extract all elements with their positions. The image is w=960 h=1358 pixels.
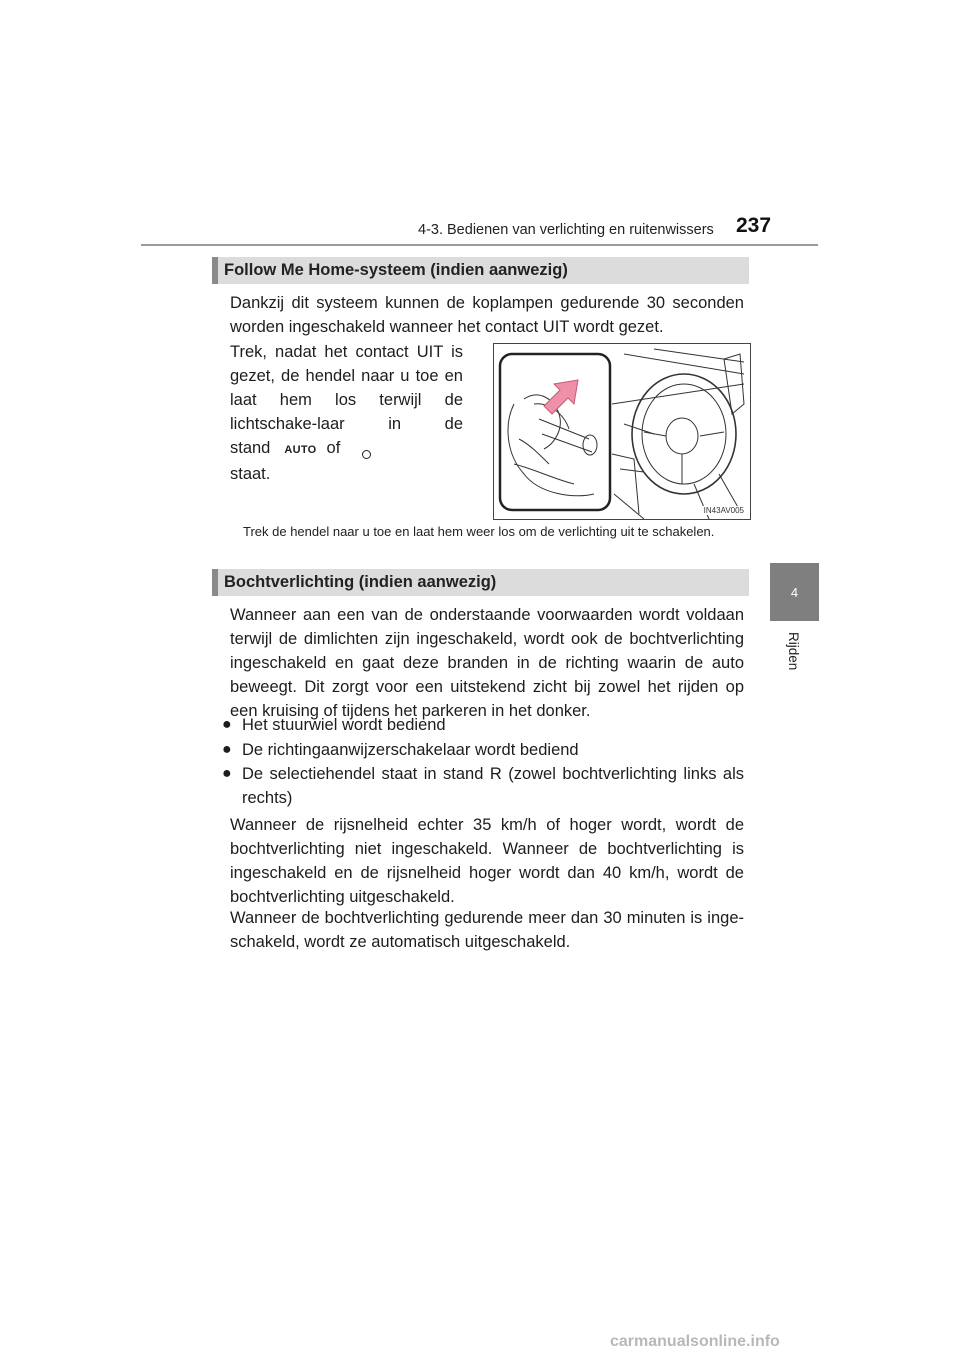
condition-item xyxy=(222,713,744,737)
illustration-code: IN43AV005 xyxy=(703,506,744,515)
bullet-icon: ● xyxy=(222,765,232,782)
dashboard-drawing xyxy=(494,344,750,519)
cornering-lights-intro: Wanneer aan een van de onderstaande voorwaarden wordt voldaan terwijl de dimlichten zijn ingeschakeld, wordt ook de bochtverlichting ingeschakeld en gaat deze branden in de richting waarin de auto beweegt. Dit zorgt voor een uitstekend zicht bij zowel het rijden op een kruising of tijdens het parkeren in het donker. xyxy=(230,606,744,720)
illustration-caption: Trek de hendel naar u toe en laat hem weer los om de verlichting uit te schakelen. xyxy=(243,524,715,539)
condition-text: De richtingaanwijzerschakelaar wordt bediend xyxy=(242,741,579,759)
instruction-or: of xyxy=(326,439,341,457)
timeout-note: Wanneer de bochtverlichting gedurende meer dan 30 minuten is inge-schakeld, wordt ze automatisch uitgeschakeld. xyxy=(230,909,744,951)
lever-illustration xyxy=(493,343,751,520)
chapter-label-container xyxy=(769,632,819,692)
bullet-icon: ● xyxy=(222,716,232,733)
follow-me-home-intro: Dankzij dit systeem kunnen de koplampen gedurende 30 seconden worden ingeschakeld wanneer het contact UIT wordt gezet. xyxy=(230,294,744,336)
chapter-number: 4 xyxy=(790,585,799,600)
condition-text: De selectiehendel staat in stand R (zowel bochtverlichting links als rechts) xyxy=(242,765,744,807)
heading-accent-bar xyxy=(212,257,218,284)
auto-switch-label: AUTO xyxy=(284,444,317,456)
condition-text: Het stuurwiel wordt bediend xyxy=(242,716,446,734)
instruction-end: staat. xyxy=(230,465,271,483)
bullet-icon: ● xyxy=(222,741,232,758)
section-heading-cornering-lights xyxy=(212,569,749,596)
header-divider xyxy=(141,244,818,246)
chapter-tab[interactable] xyxy=(770,563,819,621)
instruction-text: Trek, nadat het contact UIT is gezet, de hendel naar u toe en laat hem los terwijl de lichtschake-laar in de stand xyxy=(230,343,463,457)
speed-note: Wanneer de rijsnelheid echter 35 km/h of hoger wordt, wordt de bochtverlichting niet ingeschakeld. Wanneer de bochtverlichting is ingeschakeld en de rijsnelheid hoger wordt dan 40 km/h, wordt de bochtverlichting uitgeschakeld. xyxy=(230,816,744,906)
heading-accent-bar xyxy=(212,569,218,596)
chapter-label: Rijden xyxy=(786,632,801,671)
site-watermark: carmanualsonline.info xyxy=(610,1333,780,1350)
page-number: 237 xyxy=(736,214,772,237)
tail-lamp-icon xyxy=(362,450,371,459)
section-title: Follow Me Home-systeem (indien aanwezig) xyxy=(224,261,568,279)
section-title: Bochtverlichting (indien aanwezig) xyxy=(224,573,497,591)
condition-item xyxy=(222,762,744,810)
running-header: 4-3. Bedienen van verlichting en ruitenwissers xyxy=(418,222,714,238)
condition-item xyxy=(222,738,744,762)
follow-me-home-instruction xyxy=(230,340,463,486)
section-heading-follow-me-home xyxy=(212,257,749,284)
